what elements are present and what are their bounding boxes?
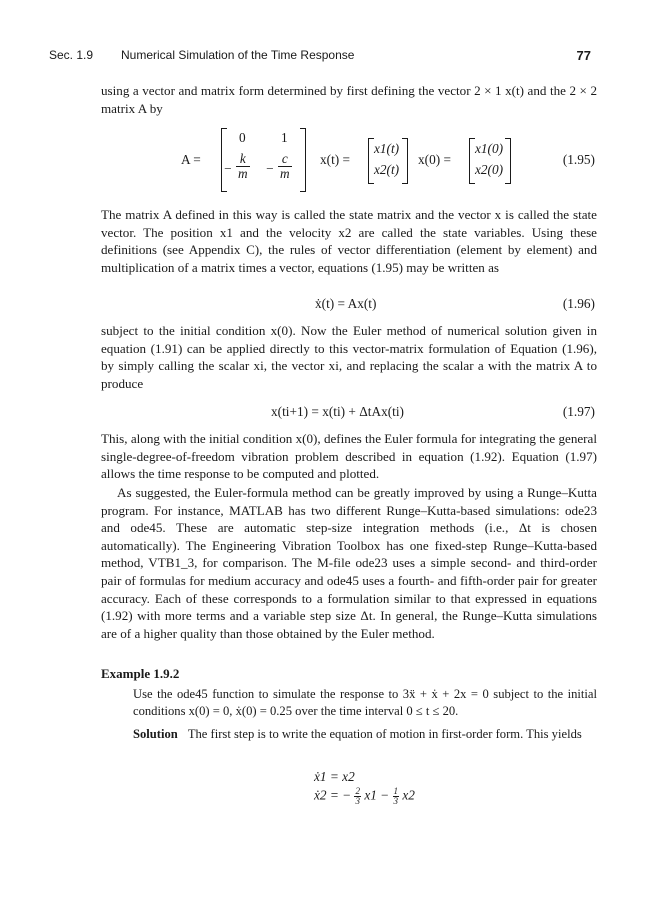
matrix-a-right-bracket xyxy=(300,128,306,192)
equation-number-1-95: (1.95) xyxy=(562,152,595,167)
initial-vector-x2: x2(0) xyxy=(475,162,504,177)
solution-label: Solution xyxy=(133,727,178,741)
page-number: 77 xyxy=(576,48,591,63)
solution-text: The first step is to write the equation of motion in first-order form. This yields xyxy=(187,727,582,741)
state-vector-x2: x2(t) xyxy=(374,162,400,177)
initial-vector-x1: x1(0) xyxy=(475,141,504,156)
example-problem: Use the ode45 function to simulate the response to 3ẍ + ẋ + 2x = 0 subject to the initial conditions x(0) = 0, ẋ(0) = 0.25 over the time interval 0 ≤ t ≤ 20. xyxy=(133,687,597,718)
state-vector-label: x(t) = xyxy=(320,152,351,167)
matrix-a22: $\frac{c}{m}$ xyxy=(280,151,290,181)
matrix-a-label: A = xyxy=(181,152,201,167)
section-number: Sec. 1.9 xyxy=(49,48,94,62)
initial-condition-paragraph: This, along with the initial condition x(0), defines the Euler formula for integrating the general single-degree-of-freedom vibration problem described in equation (1.92). Equation (1.97) allows the time response to be computed and plotted. xyxy=(101,431,597,482)
state-vector-right-bracket xyxy=(402,138,408,184)
matrix-a11: 0 xyxy=(239,130,246,145)
intro-paragraph: using a vector and matrix form determined by first defining the vector 2 × 1 x(t) and the 2 × 2 matrix A by xyxy=(101,83,597,116)
matrix-a22-minus: − xyxy=(266,161,274,176)
example-solution xyxy=(133,726,597,743)
state-equation-2: ẋ2 = − $\frac{2}{3}$ x1 − $\frac{1}{3}$ x2 xyxy=(314,786,415,806)
matrix-a-left-bracket xyxy=(221,128,227,192)
state-equation-1: ẋ1 = x2 xyxy=(314,769,355,784)
state-matrix-paragraph: The matrix A defined in this way is called the state matrix and the vector x is called the state vector. The position x1 and the velocity x2 are called the state variables. Using these definitions (see Appendix C), the rules of vector differentiation (element by element) and multiplication of a matrix times a vector, equations (1.95) may be written as xyxy=(101,207,597,275)
matrix-a21: $\frac{k}{m}$ xyxy=(238,151,248,181)
initial-vector-label: x(0) = xyxy=(418,152,451,167)
equation-number-1-97: (1.97) xyxy=(562,404,595,419)
state-vector-x1: x1(t) xyxy=(374,141,400,156)
matrix-a21-minus: − xyxy=(224,161,232,176)
matrix-a12: 1 xyxy=(281,130,288,145)
initial-vector-right-bracket xyxy=(505,138,511,184)
euler-paragraph: subject to the initial condition x(0). Now the Euler method of numerical solution given in equation (1.91) can be applied directly to this vector-matrix formulation of Equation (1.96), by simply calling the scalar xi, the vector xi, and replacing the scalar a with the matrix A to produce xyxy=(101,323,597,391)
equation-number-1-96: (1.96) xyxy=(562,296,595,311)
running-title: Numerical Simulation of the Time Response xyxy=(121,48,355,62)
example-title: Example 1.9.2 xyxy=(101,666,180,681)
runge-kutta-paragraph: As suggested, the Euler-formula method can be greatly improved by using a Runge–Kutta program. For instance, MATLAB has two different Runge–Kutta-based simulations: ode23 and ode45. These are automatic step-size integration methods (i.e., Δt is chosen automatically). The Engineering Vibration Toolbox has one fixed-step Runge–Kutta-based method, VTB1_3, for comparison. The M-file ode23 uses a simple second- and third-order pair of formulas for medium accuracy and ode45 uses a fourth- and fifth-order pair for greater accuracy. Each of these corresponds to a formulation similar to that expressed in equations (1.92) with more terms and a variable step size Δt. In general, the Runge–Kutta simulations are of a higher quality than those obtained by the Euler method. xyxy=(101,485,597,641)
equation-1-97-body: x(ti+1) = x(ti) + ΔtAx(ti) xyxy=(271,404,404,419)
equation-1-96-body: ẋ(t) = Ax(t) xyxy=(315,296,377,311)
